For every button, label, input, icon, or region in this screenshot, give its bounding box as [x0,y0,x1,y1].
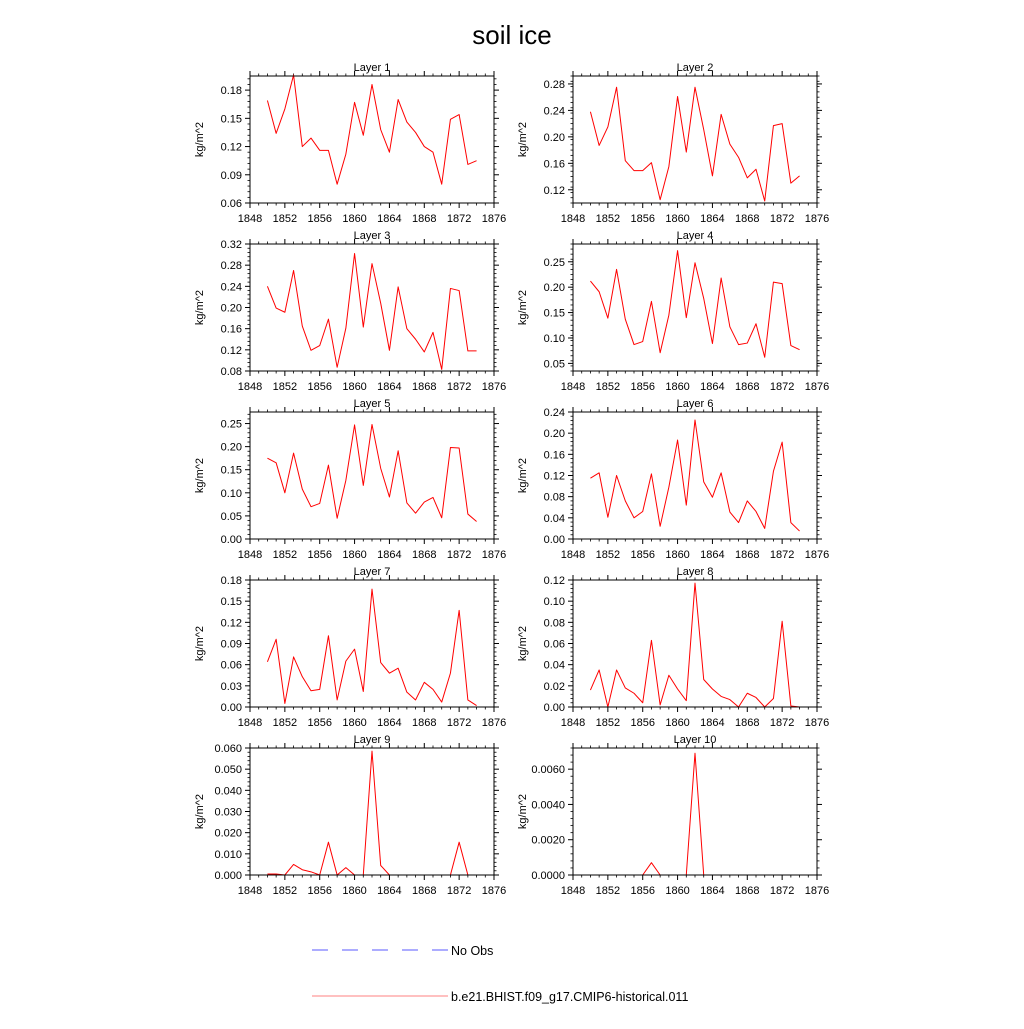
layer-4-ytick-label: 0.20 [543,282,565,295]
layer-9-xtick-label: 1872 [446,885,472,897]
layer-6-ytick-label: 0.12 [543,470,565,483]
layer-8-xtick-label: 1868 [735,717,760,729]
layer-6-xtick-label: 1860 [665,549,690,561]
layer-7-panel [194,566,506,729]
layer-7-ytick-label: 0.03 [220,680,242,693]
layer-5-xtick-label: 1876 [481,549,507,561]
layer-1-ylabel: kg/m^2 [194,121,206,158]
layer-6-ytick-label: 0.00 [543,534,565,546]
layer-10-ylabel: kg/m^2 [517,793,529,830]
panels-group [194,62,829,897]
layer-4-ytick-label: 0.25 [543,256,565,269]
layer-9-xtick-label: 1868 [412,885,437,897]
layer-6-xtick-label: 1872 [769,549,795,561]
layer-3-xtick-label: 1864 [377,381,402,393]
layer-9-xtick-label: 1876 [481,885,507,897]
layer-4-ytick-label: 0.05 [543,358,565,371]
layer-8-xtick-label: 1860 [665,717,690,729]
layer-5-ytick-label: 0.10 [220,487,242,500]
layer-3-xtick-label: 1868 [412,381,437,393]
layer-8-xtick-label: 1848 [560,717,586,729]
layer-1-xtick-label: 1872 [446,213,472,225]
layer-10-xtick-label: 1852 [595,885,621,897]
layer-5-ytick-label: 0.05 [220,510,242,523]
layer-5-panel [194,398,506,561]
layer-6-xtick-label: 1852 [595,549,621,561]
layer-1-xtick-label: 1876 [481,213,507,225]
layer-3-xtick-label: 1872 [446,381,472,393]
layer-8-xtick-label: 1872 [769,717,795,729]
layer-3-xtick-label: 1860 [342,381,367,393]
layer-4-panel [517,230,829,393]
layer-8-xtick-label: 1864 [700,717,725,729]
layer-2-series-line [590,87,799,201]
layer-8-ytick-label: 0.04 [543,659,565,672]
layer-6-ytick-label: 0.04 [543,512,565,525]
layer-2-frame [573,76,817,203]
layer-3-xtick-label: 1876 [481,381,507,393]
layer-3-panel [194,230,506,393]
chart-title: soil ice [472,20,552,50]
layer-9-ytick-label: 0.050 [214,764,242,777]
layer-6-ytick-label: 0.24 [543,407,565,419]
layer-2-xtick-label: 1860 [665,213,690,225]
layer-5-xtick-label: 1868 [412,549,437,561]
layer-4-xtick-label: 1856 [630,381,655,393]
layer-2-ytick-label: 0.28 [543,78,565,91]
layer-8-xtick-label: 1856 [630,717,655,729]
layer-4-xtick-label: 1876 [804,381,830,393]
layer-9-title: Layer 9 [353,734,391,746]
layer-6-panel [517,398,829,561]
layer-7-xtick-label: 1848 [237,717,263,729]
layer-4-xtick-label: 1860 [665,381,690,393]
layer-7-ytick-label: 0.09 [220,638,242,651]
layer-6-xtick-label: 1868 [735,549,760,561]
layer-5-xtick-label: 1864 [377,549,402,561]
layer-10-xtick-label: 1868 [735,885,760,897]
layer-8-ytick-label: 0.02 [543,680,565,693]
layer-3-ytick-label: 0.08 [220,366,242,378]
layer-3-frame [250,244,494,371]
layer-5-xtick-label: 1872 [446,549,472,561]
layer-5-frame [250,412,494,539]
layer-10-xtick-label: 1864 [700,885,725,897]
layer-2-xtick-label: 1868 [735,213,760,225]
layer-10-xtick-label: 1872 [769,885,795,897]
layer-9-xtick-label: 1856 [307,885,332,897]
layer-4-ylabel: kg/m^2 [517,289,529,326]
layer-7-frame [250,580,494,707]
layer-8-ytick-label: 0.00 [543,702,565,714]
layer-7-ytick-label: 0.18 [220,575,242,587]
layer-3-xtick-label: 1852 [272,381,298,393]
layer-9-panel [194,734,506,897]
layer-6-xtick-label: 1876 [804,549,830,561]
layer-9-series-line [267,751,476,875]
layer-10-ytick-label: 0.0000 [531,870,565,882]
layer-3-ylabel: kg/m^2 [194,289,206,326]
layer-2-ylabel: kg/m^2 [517,121,529,158]
layer-2-title: Layer 2 [676,62,714,74]
layer-1-title: Layer 1 [353,62,391,74]
layer-8-panel [517,566,829,729]
layer-9-xtick-label: 1860 [342,885,367,897]
layer-9-ytick-label: 0.020 [214,827,242,840]
layer-4-xtick-label: 1848 [560,381,586,393]
layer-5-ylabel: kg/m^2 [194,457,206,494]
layer-10-frame [573,748,817,875]
layer-2-ytick-label: 0.24 [543,105,565,118]
layer-9-ytick-label: 0.060 [214,743,242,755]
layer-7-series-line [267,589,476,705]
layer-1-xtick-label: 1868 [412,213,437,225]
layer-2-xtick-label: 1852 [595,213,621,225]
layer-5-xtick-label: 1860 [342,549,367,561]
layer-4-title: Layer 4 [676,230,714,242]
layer-8-frame [573,580,817,707]
layer-10-series-line [590,753,799,875]
layer-5-ytick-label: 0.20 [220,441,242,454]
layer-4-xtick-label: 1864 [700,381,725,393]
layer-1-ytick-label: 0.18 [220,85,242,98]
layer-3-ytick-label: 0.24 [220,281,242,294]
layer-8-ylabel: kg/m^2 [517,625,529,662]
layer-7-ytick-label: 0.00 [220,702,242,714]
layer-2-ytick-label: 0.20 [543,131,565,144]
layer-8-xtick-label: 1852 [595,717,621,729]
layer-10-xtick-label: 1848 [560,885,586,897]
layer-7-title: Layer 7 [353,566,391,578]
layer-10-xtick-label: 1856 [630,885,655,897]
layer-6-xtick-label: 1848 [560,549,586,561]
layer-7-xtick-label: 1852 [272,717,298,729]
layer-9-ytick-label: 0.040 [214,785,242,798]
legend [312,944,688,1004]
layer-2-xtick-label: 1856 [630,213,655,225]
layer-7-ytick-label: 0.06 [220,659,242,672]
layer-7-xtick-label: 1868 [412,717,437,729]
layer-1-xtick-label: 1852 [272,213,298,225]
layer-3-xtick-label: 1856 [307,381,332,393]
layer-7-xtick-label: 1860 [342,717,367,729]
layer-7-xtick-label: 1872 [446,717,472,729]
layer-9-ytick-label: 0.030 [214,806,242,819]
layer-4-ytick-label: 0.15 [543,307,565,320]
layer-6-series-line [590,420,799,531]
layer-5-title: Layer 5 [353,398,391,410]
layer-2-xtick-label: 1848 [560,213,586,225]
layer-9-xtick-label: 1848 [237,885,263,897]
layer-4-ytick-label: 0.10 [543,332,565,345]
layer-1-frame [250,76,494,203]
layer-1-xtick-label: 1864 [377,213,402,225]
layer-8-ytick-label: 0.08 [543,617,565,630]
layer-3-ytick-label: 0.28 [220,260,242,273]
layer-1-xtick-label: 1856 [307,213,332,225]
layer-4-xtick-label: 1852 [595,381,621,393]
layer-10-xtick-label: 1860 [665,885,690,897]
layer-10-panel [517,734,829,897]
layer-7-ytick-label: 0.12 [220,617,242,630]
layer-2-ytick-label: 0.16 [543,158,565,171]
layer-1-series-line [267,75,476,184]
layer-1-ytick-label: 0.12 [220,141,242,154]
layer-8-xtick-label: 1876 [804,717,830,729]
layer-3-ytick-label: 0.20 [220,302,242,315]
layer-8-ytick-label: 0.12 [543,575,565,587]
layer-5-xtick-label: 1848 [237,549,263,561]
layer-7-xtick-label: 1864 [377,717,402,729]
layer-1-xtick-label: 1848 [237,213,263,225]
layer-9-ylabel: kg/m^2 [194,793,206,830]
layer-3-ytick-label: 0.32 [220,239,242,251]
layer-1-ytick-label: 0.09 [220,169,242,182]
layer-2-xtick-label: 1876 [804,213,830,225]
layer-8-ytick-label: 0.10 [543,596,565,609]
layer-6-ytick-label: 0.08 [543,491,565,504]
legend-no-obs-label: No Obs [451,944,494,958]
layer-3-ytick-label: 0.12 [220,344,242,357]
layer-10-xtick-label: 1876 [804,885,830,897]
layer-5-xtick-label: 1852 [272,549,298,561]
layer-1-ytick-label: 0.15 [220,113,242,126]
layer-5-series-line [267,424,476,521]
layer-6-frame [573,412,817,539]
layer-8-series-line [590,583,799,707]
layer-6-ytick-label: 0.20 [543,428,565,441]
layer-3-series-line [267,254,476,370]
layer-1-panel [194,62,506,225]
layer-7-xtick-label: 1876 [481,717,507,729]
layer-6-xtick-label: 1864 [700,549,725,561]
layer-3-xtick-label: 1848 [237,381,263,393]
layer-10-ytick-label: 0.0060 [531,764,565,777]
layer-5-xtick-label: 1856 [307,549,332,561]
layer-10-ytick-label: 0.0040 [531,799,565,812]
layer-9-ytick-label: 0.010 [214,848,242,861]
layer-10-title: Layer 10 [673,734,717,746]
layer-6-xtick-label: 1856 [630,549,655,561]
layer-9-frame [250,748,494,875]
layer-9-ytick-label: 0.000 [214,870,242,882]
layer-2-xtick-label: 1864 [700,213,725,225]
layer-9-xtick-label: 1852 [272,885,298,897]
layer-10-ytick-label: 0.0020 [531,834,565,847]
layer-7-ytick-label: 0.15 [220,596,242,609]
layer-5-ytick-label: 0.25 [220,418,242,431]
layer-3-ytick-label: 0.16 [220,323,242,336]
layer-4-xtick-label: 1868 [735,381,760,393]
layer-5-ytick-label: 0.15 [220,464,242,477]
layer-7-ylabel: kg/m^2 [194,625,206,662]
layer-1-xtick-label: 1860 [342,213,367,225]
layer-1-ytick-label: 0.06 [220,198,242,210]
layer-6-title: Layer 6 [676,398,714,410]
layer-6-ytick-label: 0.16 [543,449,565,462]
layer-2-xtick-label: 1872 [769,213,795,225]
legend-model-label: b.e21.BHIST.f09_g17.CMIP6-historical.011 [451,990,689,1004]
layer-8-title: Layer 8 [676,566,714,578]
layer-8-ytick-label: 0.06 [543,638,565,651]
layer-7-xtick-label: 1856 [307,717,332,729]
layer-4-xtick-label: 1872 [769,381,795,393]
layer-6-ylabel: kg/m^2 [517,457,529,494]
layer-2-ytick-label: 0.12 [543,184,565,197]
layer-3-title: Layer 3 [353,230,391,242]
layer-2-panel [517,62,829,225]
layer-5-ytick-label: 0.00 [220,534,242,546]
layer-9-xtick-label: 1864 [377,885,402,897]
layer-4-series-line [590,251,799,358]
